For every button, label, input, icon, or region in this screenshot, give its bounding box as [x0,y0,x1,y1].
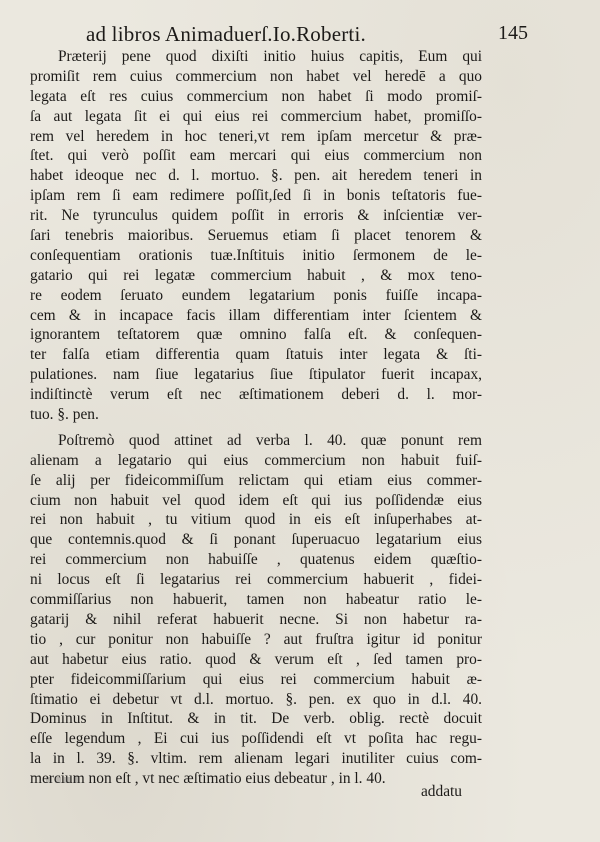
text-line: que contemnis.quod & ſi ponant ſuperuacuo legatarium eius [30,531,482,549]
text-line: ſtet. qui verò poſſit eam mercari qui eius commercium non [30,147,482,165]
text-line: aut habetur eius ratio. quod & verum eſt , ſed tamen pro- [30,650,482,668]
text-line: cem & in incapace facis illam differentiam inter ſcientem & [30,306,482,324]
text-line: Præterij pene quod dixiſti initio huius capitis, Eum qui [58,48,482,65]
text-line: rit. Ne tyrunculus quidem poſſit in erroris & inſcientiæ ver- [30,207,482,225]
text-line: rei non habuit , tu vitium quod in eis eſt inſuperhabes at- [30,511,482,529]
text-line: habet ideoque nec d. l. mortuo. §. pen. ait heredem teneri in [30,167,482,185]
text-line: rem vel heredem in hoc teneri,vt rem ipſam mercetur & præ- [30,127,482,145]
text-line: rei commercium non habuiſſe , quatenus eidem quæſtio- [30,551,482,569]
text-line: tio , cur ponitur non habuiſſe ? aut fruſtra igitur id ponitur [30,630,482,648]
text-line: indiſtinctè verum eſt nec æſtimationem deberi d. l. mor- [30,386,482,404]
text-line: la in l. 39. §. vltim. rem alienam legari inutiliter cuius com- [30,750,482,768]
text-line: pter fideicommiſſarium qui eius rei commercium habuit æ- [30,670,482,688]
text-line: legata eſt res cuius commercium non habet ſi modo promiſ- [30,87,482,105]
paragraph [30,47,482,425]
body-text [30,47,482,789]
ink-smudge-mark [46,775,86,785]
running-head [86,22,528,50]
text-line: pulationes. nam ſiue legatarius ſiue ſtipulator fuerit incapax, [30,366,482,384]
page-number: 145 [498,22,528,44]
text-line: Poſtremò quod attinet ad verba l. 40. quæ ponunt rem [58,431,482,449]
text-line: ipſam rem ſi eam redimere poſſit,ſed ſi in bonis teſtatoris fue- [30,187,482,205]
text-line: ni locus eſt ſi legatarius rei commercium habuerit , fidei- [30,571,482,589]
text-line: re eodem ſeruato eundem legatarium ponis fuiſſe incapa- [30,286,482,304]
text-line: gatario qui rei legatæ commercium habuit , & mox teno- [30,266,482,284]
text-line: alienam a legatario qui eius commercium non habuit fuiſ- [30,451,482,469]
text-line: tuo. §. pen. [30,406,99,424]
text-line: ignorantem teſtatorem quæ omnino falſa eſt. & conſequen- [30,326,482,344]
text-line: ter falſa etiam differentia quam ſtatuis inter legata & ſti- [30,346,482,364]
text-line: mercium non eſt , vt nec æſtimatio eius debeatur , in l. 40. [30,770,386,788]
paragraph [30,431,482,789]
text-line: ſe alij per fideicommiſſum relictam qui etiam eius commer- [30,471,482,489]
text-line: eſſe legendum , Ei cui ius poſſidendi eſt vt poſita hac regu- [30,730,482,748]
catchword: addatu [420,783,462,800]
text-line: ſtimatio ei debetur vt d.l. mortuo. §. pen. ex quo in d.l. 40. [30,690,482,708]
text-line: commiſſarius non habuerit, tamen non habeatur ratio le- [30,591,482,609]
text-line: conſequentiam orationis tuæ.Inſtituis initio ſermonem de le- [30,246,482,264]
text-line: gatarij & nihil referat habuerit necne. Si non habetur ra- [30,610,482,628]
text-line: promiſit rem cuius commercium non habet vel heredē a quo [30,67,482,85]
text-line: cium non habuit vel quod idem eſt qui ius poſſidendæ eius [30,491,482,509]
text-line: ſa aut legata ſit ei qui eius rei commercium habet, promiſſo- [30,107,482,125]
text-line: Dominus in Inſtitut. & in tit. De verb. oblig. rectè docuit [30,710,482,728]
text-line: ſari tenebris maioribus. Seruemus etiam ſi placet tenorem & [30,227,482,245]
running-title: ad libros Animaduerſ.Io.Roberti. [86,22,366,46]
